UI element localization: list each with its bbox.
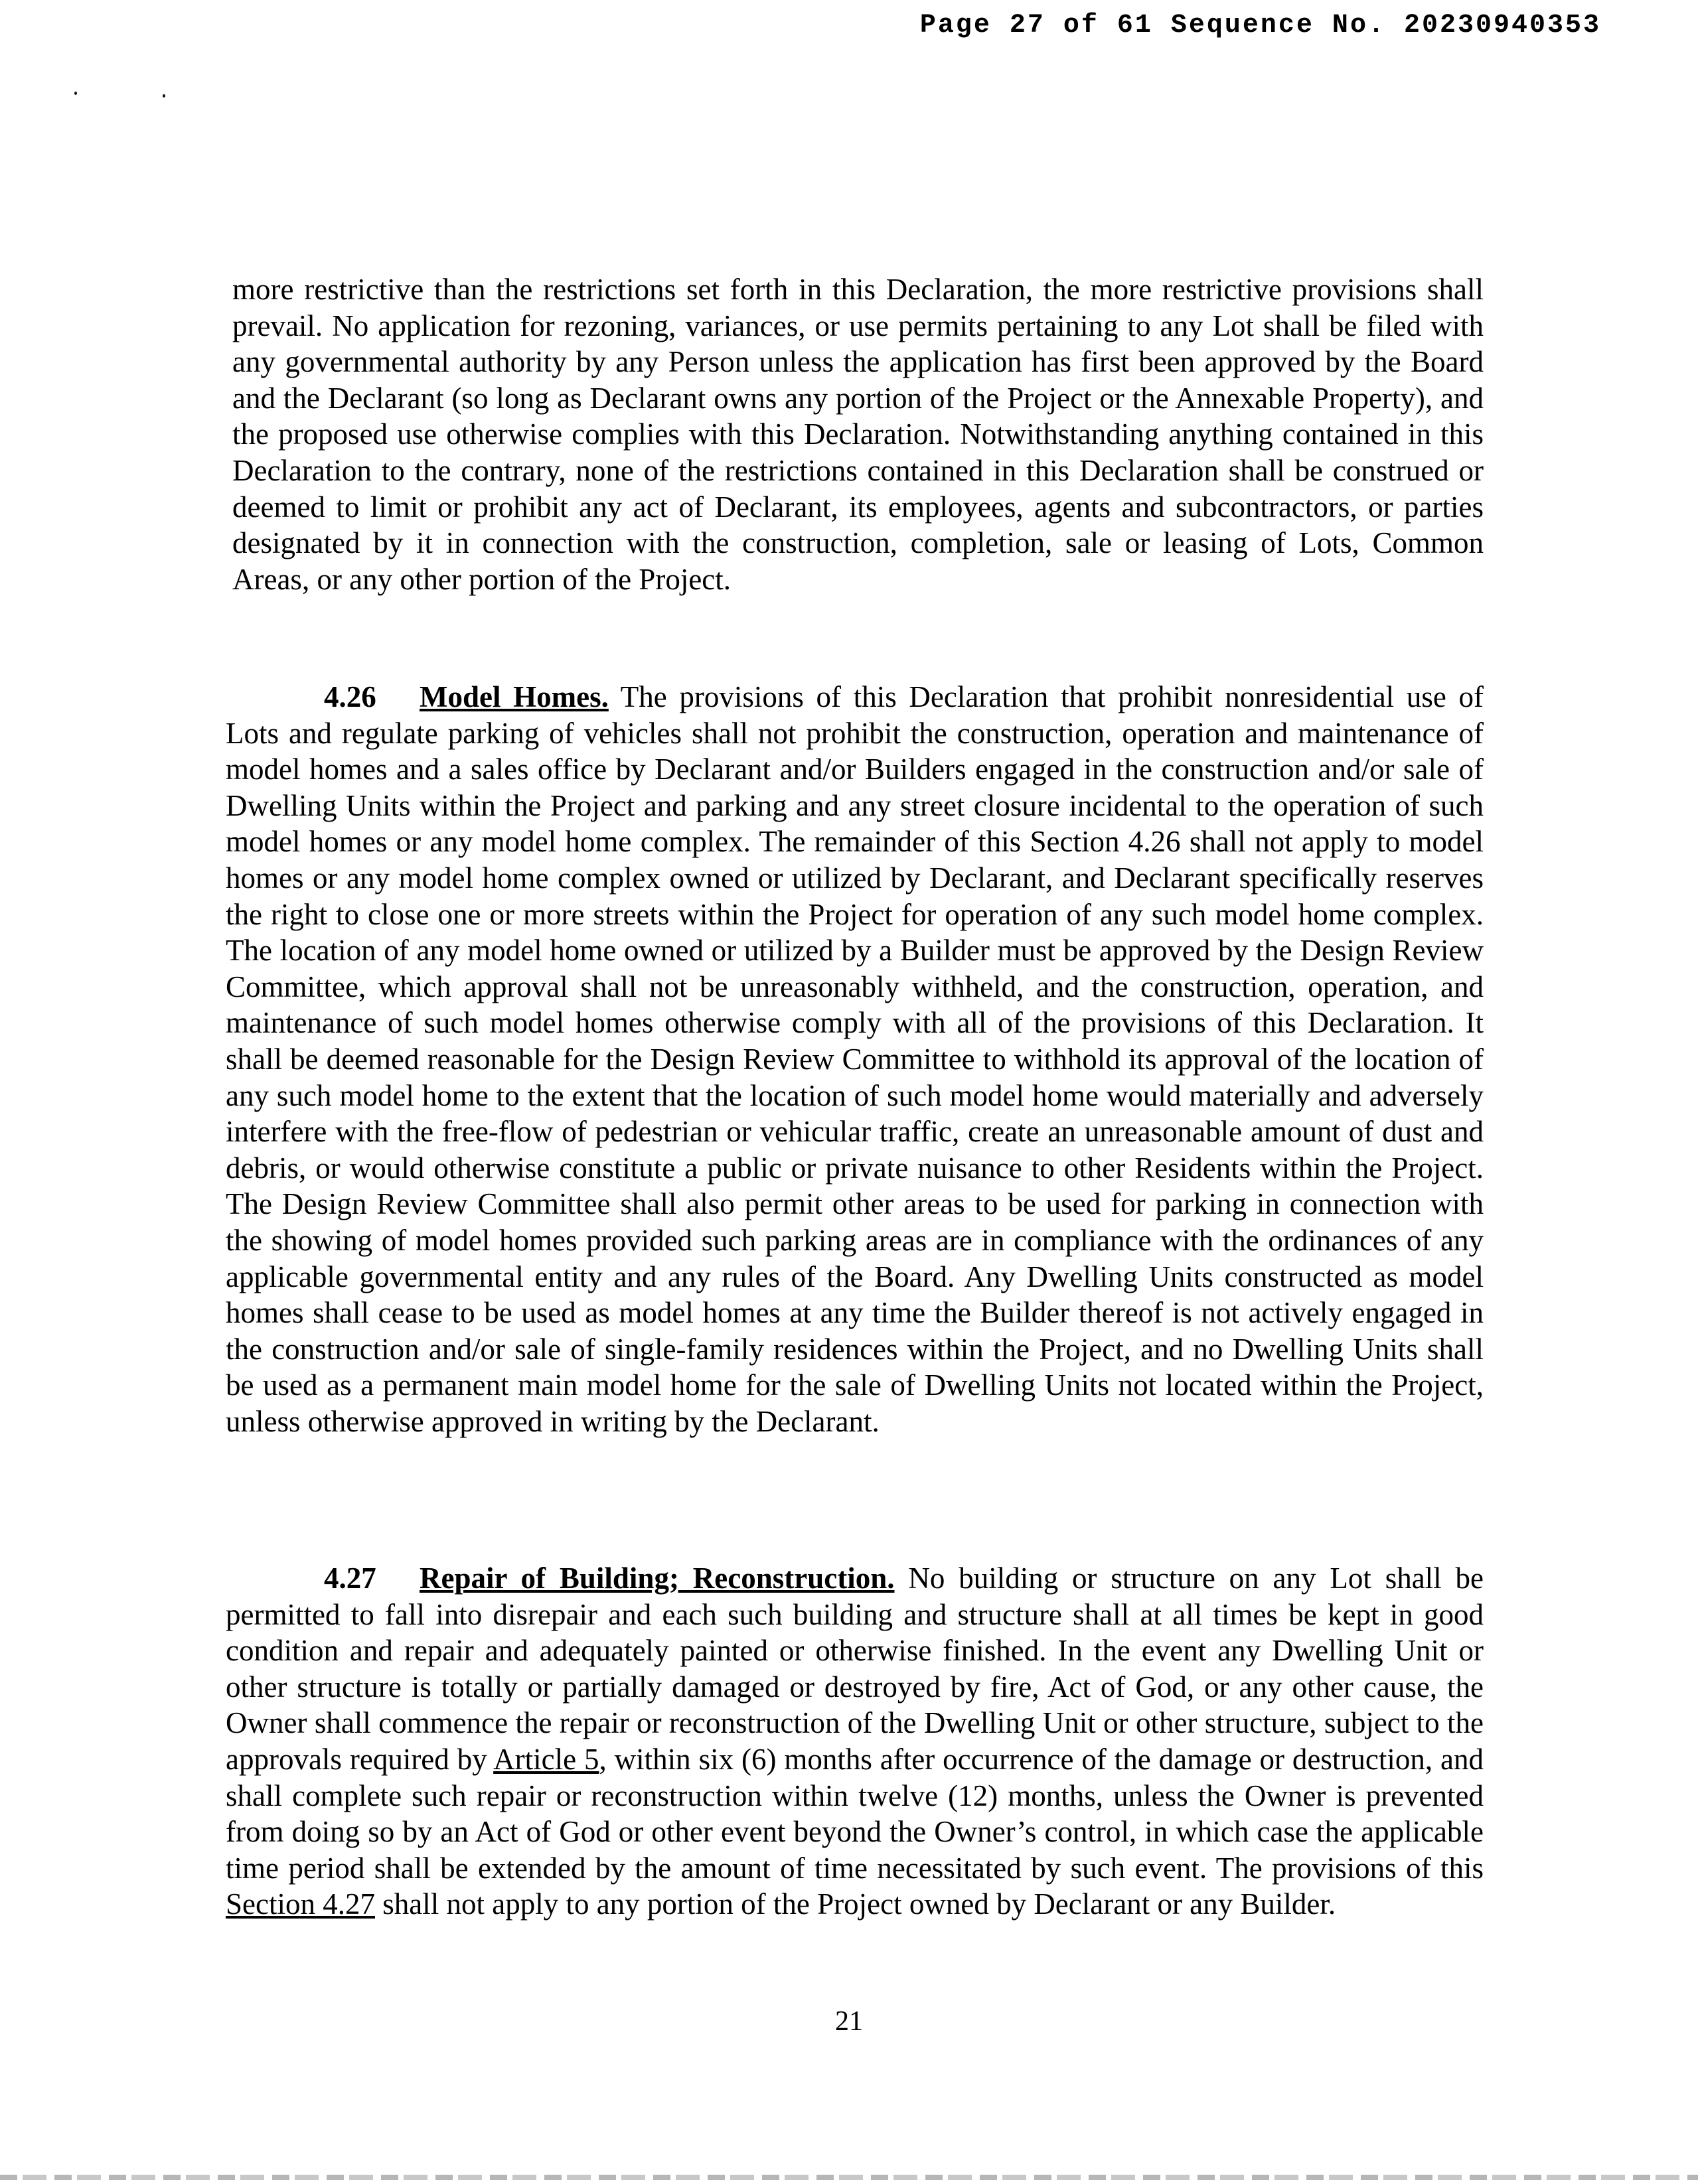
section-body: No building or structure on any Lot shall be permitted to fall into disrepair and each such building and structure shall at all times be kept in good condition and repair and adequately painted or otherwise finished. In the event any Dwelling Unit or other structure is totally or partially damaged or destroyed by fire, Act of God, or any other cause, the Owner shall commence the repair or reconstruction of the Dwelling Unit or other structure, subject to the approvals required by [226,1562,1484,1776]
document-sequence-stamp: Page 27 of 61 Sequence No. 20230940353 [919,11,1601,40]
section-number: 4.26 [324,680,376,713]
section-4-27-reference: Section 4.27 [226,1887,375,1921]
scan-speck [74,92,77,95]
scan-speck [163,94,165,98]
section-4-27 [226,1560,1484,1923]
section-4-26 [226,679,1484,1439]
section-number: 4.27 [324,1562,376,1595]
scan-edge-artifact [0,2175,1698,2180]
section-body: The provisions of this Declaration that prohibit nonresidential use of Lots and regulate parking of vehicles shall not prohibit the construction, operation and maintenance of model homes and a sales office by Declarant and/or Builders engaged in the construction and/or sale of Dwelling Units within the Project and parking and any street closure incidental to the operation of such model homes or any model home complex. The remainder of this Section 4.26 shall not apply to model homes or any model home complex owned or utilized by Declarant, and Declarant specifically reserves the right to close one or more streets within the Project for operation of any such model home complex. The location of any model home owned or utilized by a Builder must be approved by the Design Review Committee, which approval shall not be unreasonably withheld, and the construction, operation, and maintenance of such model homes otherwise comply with all of the provisions of this Declaration. It shall be deemed reasonable for the Design Review Committee to withhold its approval of the location of any such model home to the extent that the location of such model home would materially and adversely interfere with the free-flow of pedestrian or vehicular traffic, create an unreasonable amount of dust and debris, or would otherwise constitute a public or private nuisance to other Residents within the Project. The Design Review Committee shall also permit other areas to be used for parking in connection with the showing of model homes provided such parking areas are in compliance with the ordinances of any applicable governmental entity and any rules of the Board. Any Dwelling Units constructed as model homes shall cease to be used as model homes at any time the Builder thereof is not actively engaged in the construction and/or sale of single-family residences within the Project, and no Dwelling Units shall be used as a permanent main model home for the sale of Dwelling Units not located within the Project, unless otherwise approved in writing by the Declarant. [226,680,1484,1438]
page-number: 21 [835,2006,863,2037]
article-5-reference: Article 5 [493,1742,599,1776]
section-title: Repair of Building; Reconstruction. [420,1562,895,1595]
paragraph-continued: more restrictive than the restrictions set forth in this Declaration, the more restrictive provisions shall prevail. No application for rezoning, variances, or use permits pertaining to any Lot shall be filed with any governmental authority by any Person unless the application has first been approved by the Board and the Declarant (so long as Declarant owns any portion of the Project or the Annexable Property), and the proposed use otherwise complies with this Declaration. Notwithstanding anything contained in this Declaration to the contrary, none of the restrictions contained in this Declaration shall be construed or deemed to limit or prohibit any act of Declarant, its employees, agents and subcontractors, or parties designated by it in connection with the construction, completion, sale or leasing of Lots, Common Areas, or any other portion of the Project. [232,273,1484,596]
section-body: , within six (6) months after occurrence of the damage or destruction, and shall complete such repair or reconstruction within twelve (12) months, unless the Owner is prevented from doing so by an Act of God or other event beyond the Owner’s control, in which case the applicable time period shall be extended by the amount of time necessitated by such event. The provisions of this [226,1742,1484,1885]
section-body: shall not apply to any portion of the Project owned by Declarant or any Builder. [382,1887,1336,1921]
section-title: Model Homes. [420,680,609,713]
scan-specks [74,92,167,98]
